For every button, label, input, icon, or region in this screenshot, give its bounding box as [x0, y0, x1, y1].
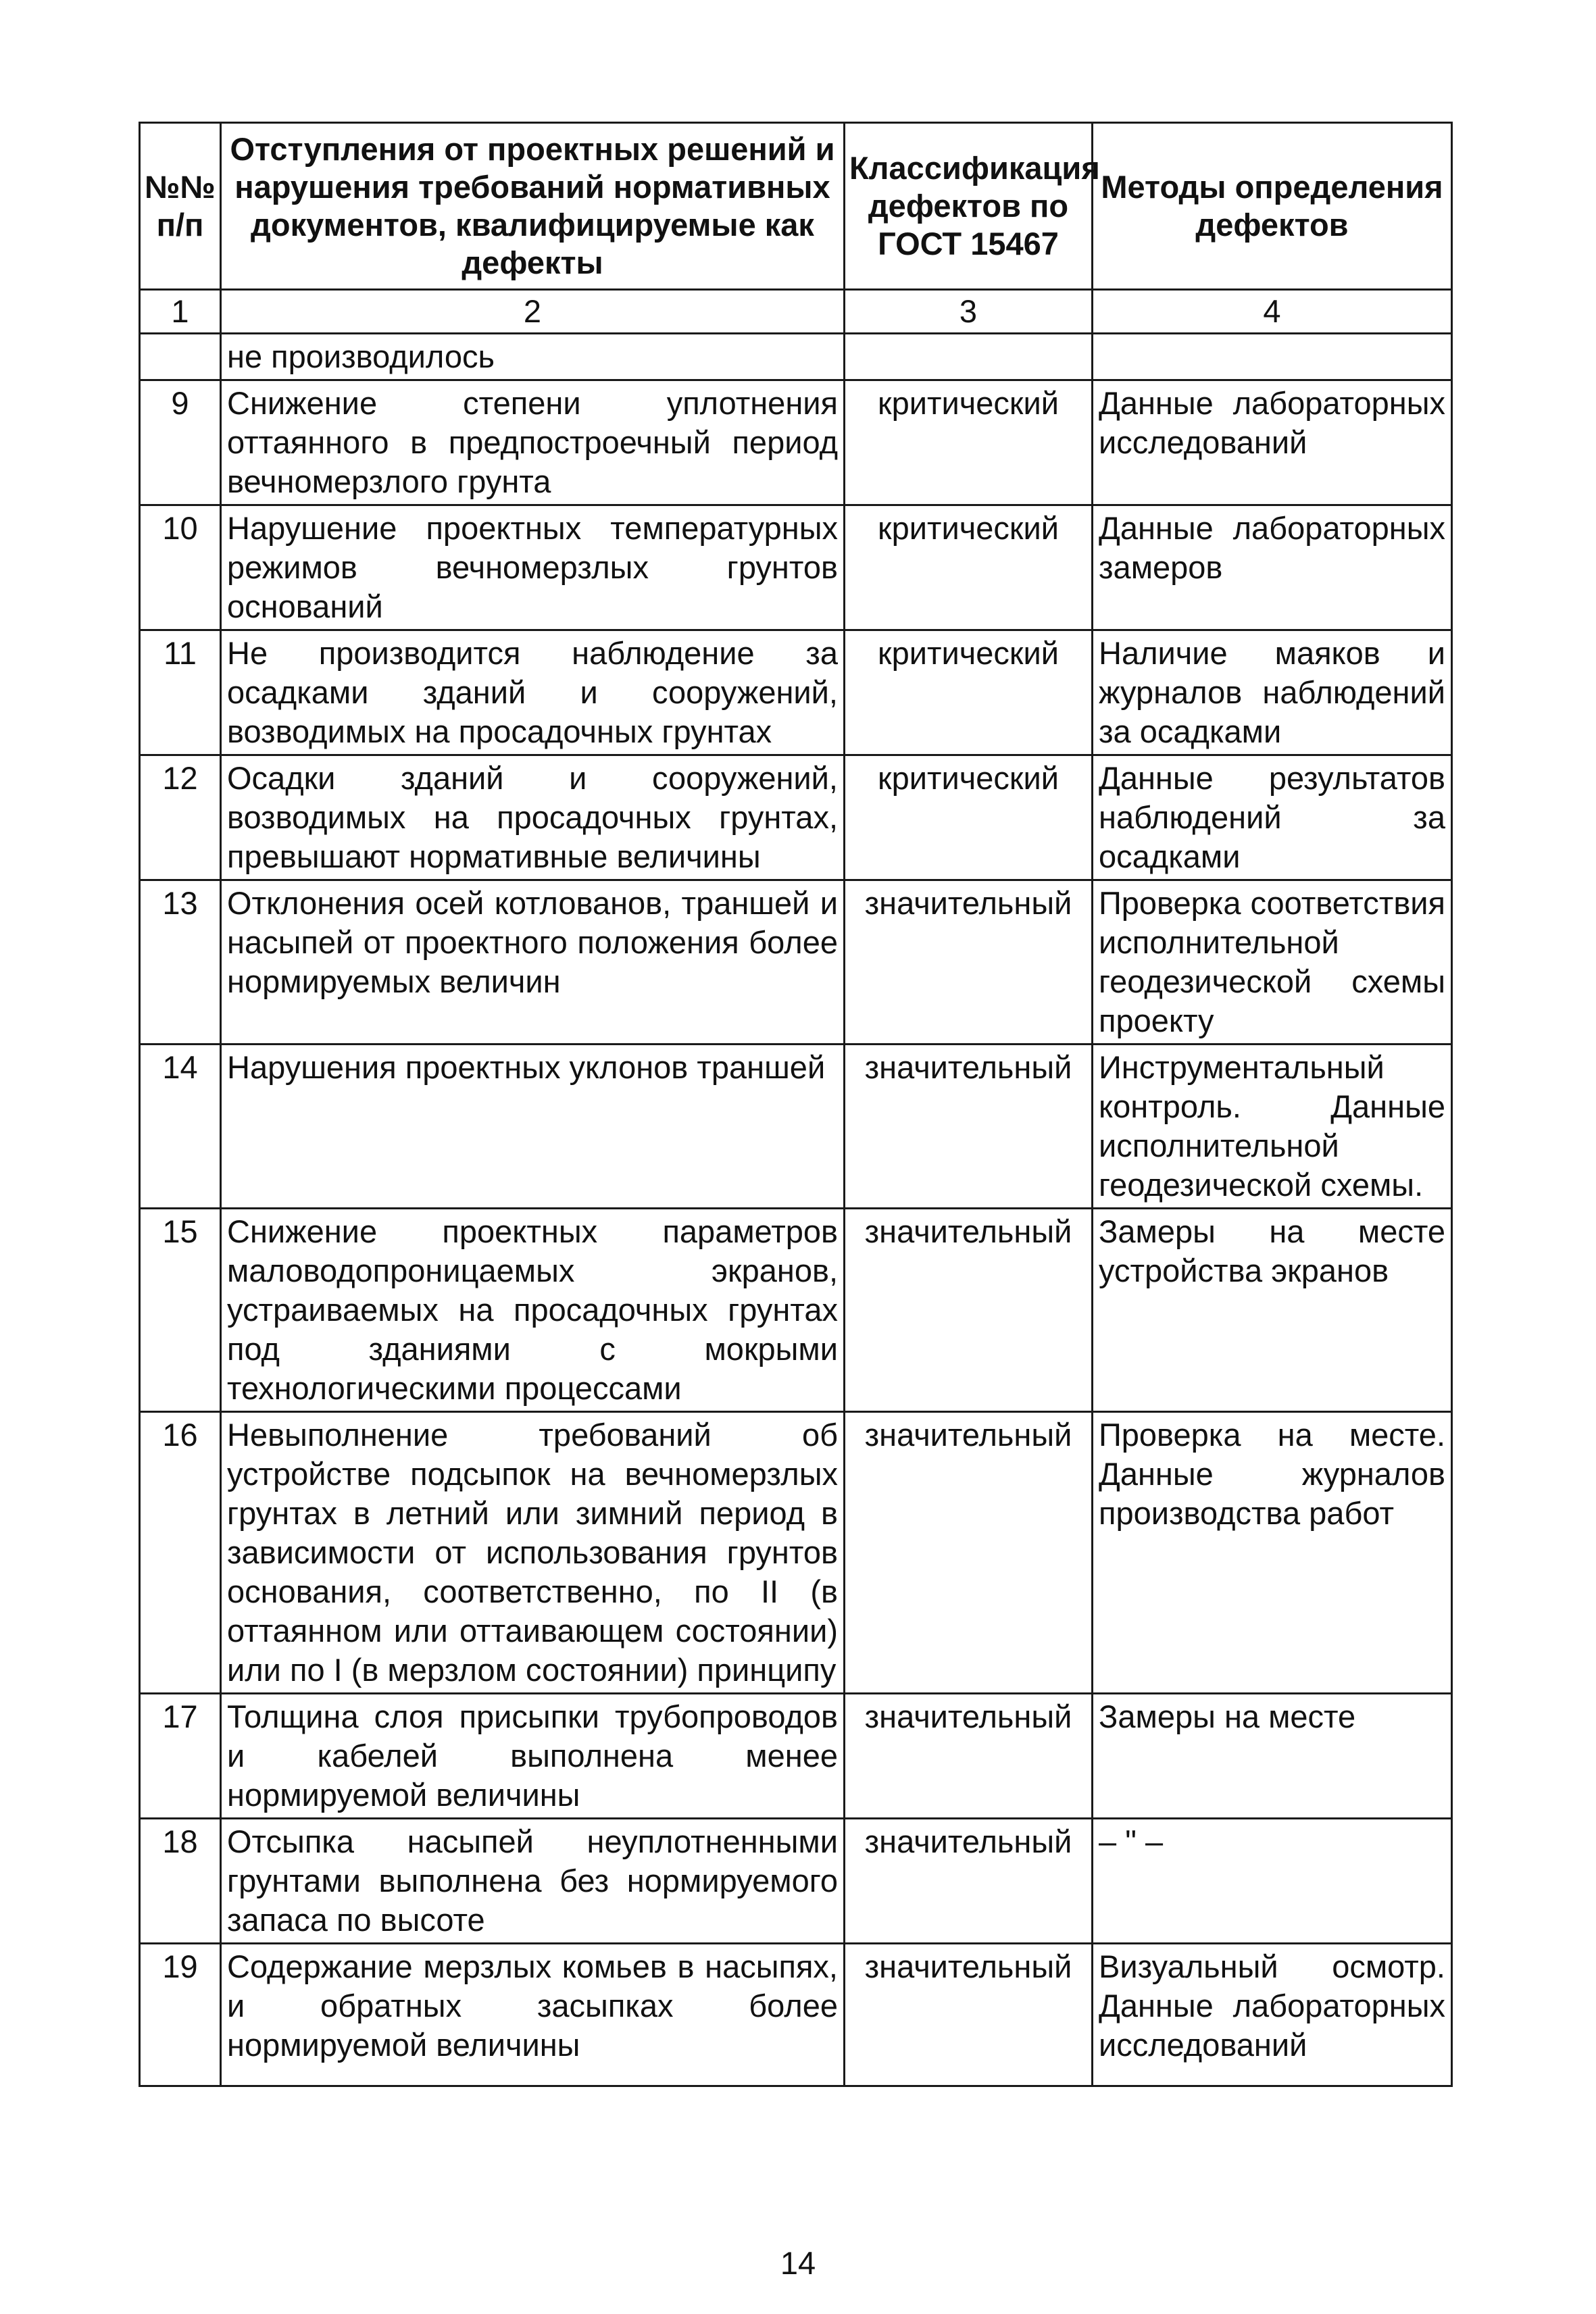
row-method: Замеры на месте устройства экранов: [1093, 1209, 1452, 1412]
row-number: [140, 334, 221, 380]
row-description: Осадки зданий и сооружений, возводимых на просадочных грунтах, превышают нормативные величины: [221, 755, 845, 880]
row-number: 9: [140, 380, 221, 505]
row-method: Замеры на месте: [1093, 1694, 1452, 1819]
row-classification: критический: [845, 755, 1093, 880]
column-number: 3: [845, 290, 1093, 334]
row-method: Данные лабораторных исследований: [1093, 380, 1452, 505]
row-classification: значительный: [845, 1045, 1093, 1209]
row-description: Нарушения проектных уклонов траншей: [221, 1045, 845, 1209]
row-method: Визуальный осмотр. Данные лабораторных исследований: [1093, 1944, 1452, 2086]
row-description: Отклонения осей котлованов, траншей и насыпей от проектного положения более нормируемых величин: [221, 880, 845, 1045]
row-number: 14: [140, 1045, 221, 1209]
row-classification: критический: [845, 630, 1093, 755]
row-description: не производилось: [221, 334, 845, 380]
row-description: Толщина слоя присыпки трубопроводов и кабелей выполнена менее нормируемой величины: [221, 1694, 845, 1819]
table-row: [140, 880, 1452, 1045]
row-description: Снижение степени уплотнения оттаянного в предпостроечный период вечномерзлого грунта: [221, 380, 845, 505]
header-classification: Классификация дефектов по ГОСТ 15467: [845, 123, 1093, 290]
column-number: 1: [140, 290, 221, 334]
table-row: [140, 755, 1452, 880]
row-description: Невыполнение требований об устройстве подсыпок на вечномерзлых грунтах в летний или зимний период в зависимости от использования грунтов основания, соответственно, по II (в оттаянном или оттаивающем состоянии) или по I (в мерзлом состоянии) принципу: [221, 1412, 845, 1694]
table-row: [140, 1209, 1452, 1412]
table-header-row: [140, 123, 1452, 290]
row-number: 18: [140, 1819, 221, 1944]
row-method: [1093, 334, 1452, 380]
row-method: Инструментальный контроль. Данные исполнительной геодезической схемы.: [1093, 1045, 1452, 1209]
row-method: Наличие маяков и журналов наблюдений за осадками: [1093, 630, 1452, 755]
row-classification: значительный: [845, 1412, 1093, 1694]
column-number: 4: [1093, 290, 1452, 334]
row-number: 12: [140, 755, 221, 880]
table-row: [140, 505, 1452, 630]
row-description: Отсыпка насыпей неуплотненными грунтами выполнена без нормируемого запаса по высоте: [221, 1819, 845, 1944]
row-number: 15: [140, 1209, 221, 1412]
row-description: Нарушение проектных температурных режимов вечномерзлых грунтов оснований: [221, 505, 845, 630]
row-number: 11: [140, 630, 221, 755]
row-classification: значительный: [845, 1944, 1093, 2086]
row-classification: [845, 334, 1093, 380]
table-row: [140, 1819, 1452, 1944]
row-number: 10: [140, 505, 221, 630]
row-classification: критический: [845, 380, 1093, 505]
row-description: Снижение проектных параметров маловодопроницаемых экранов, устраиваемых на просадочных грунтах под зданиями с мокрыми технологическими процессами: [221, 1209, 845, 1412]
column-number: 2: [221, 290, 845, 334]
row-number: 13: [140, 880, 221, 1045]
table-row: [140, 1045, 1452, 1209]
table-row: [140, 334, 1452, 380]
row-method: Проверка соответствия исполнительной геодезической схемы проекту: [1093, 880, 1452, 1045]
row-number: 19: [140, 1944, 221, 2086]
row-method: Данные результатов наблюдений за осадками: [1093, 755, 1452, 880]
row-method: Данные лабораторных замеров: [1093, 505, 1452, 630]
header-description: Отступления от проектных решений и нарушения требований нормативных документов, квалифицируемые как дефекты: [221, 123, 845, 290]
row-number: 16: [140, 1412, 221, 1694]
table-row: [140, 380, 1452, 505]
row-classification: значительный: [845, 1694, 1093, 1819]
row-description: Содержание мерзлых комьев в насыпях, и обратных засыпках более нормируемой величины: [221, 1944, 845, 2086]
header-method: Методы определения дефектов: [1093, 123, 1452, 290]
defects-table: [139, 122, 1453, 2087]
page-number: 14: [780, 2245, 816, 2281]
table-row: [140, 1694, 1452, 1819]
row-method: Проверка на месте. Данные журналов производства работ: [1093, 1412, 1452, 1694]
row-classification: значительный: [845, 1819, 1093, 1944]
column-numbers-row: [140, 290, 1452, 334]
table-row: [140, 1412, 1452, 1694]
row-method: – " –: [1093, 1819, 1452, 1944]
table-row: [140, 630, 1452, 755]
row-classification: значительный: [845, 880, 1093, 1045]
row-classification: значительный: [845, 1209, 1093, 1412]
row-number: 17: [140, 1694, 221, 1819]
row-classification: критический: [845, 505, 1093, 630]
header-number: №№ п/п: [140, 123, 221, 290]
table-row: [140, 1944, 1452, 2086]
row-description: Не производится наблюдение за осадками зданий и сооружений, возводимых на просадочных грунтах: [221, 630, 845, 755]
